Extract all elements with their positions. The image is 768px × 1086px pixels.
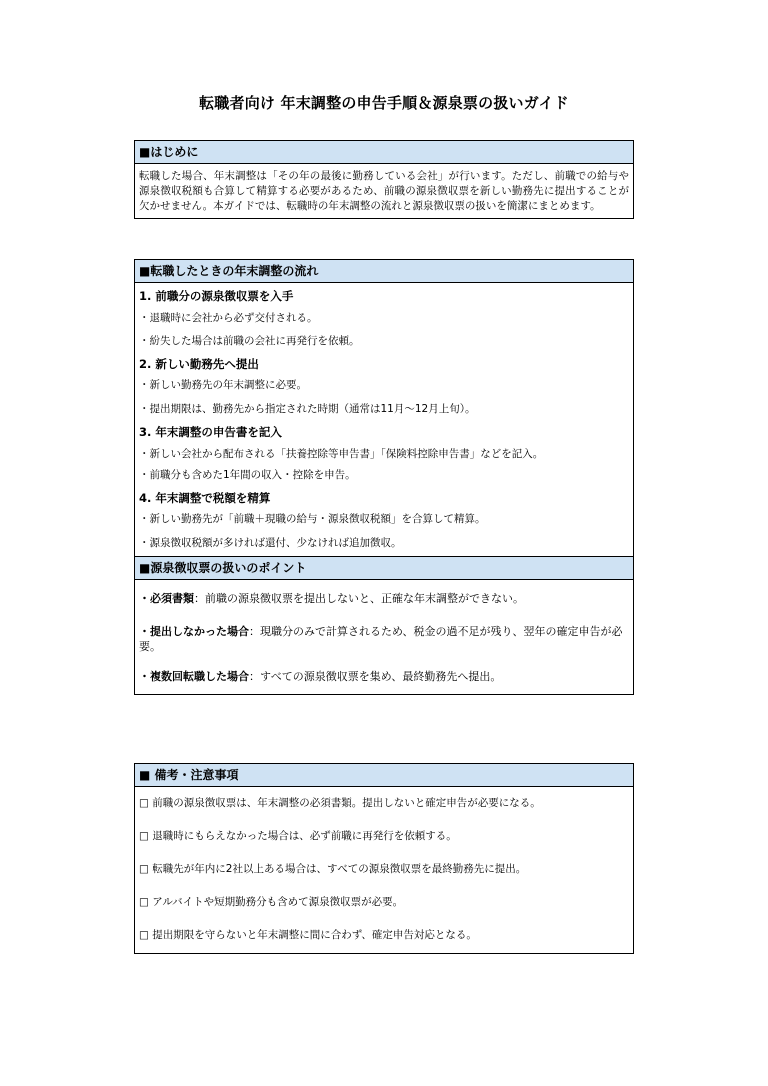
- points-heading: ■源泉徴収票の扱いのポイント: [135, 556, 633, 580]
- step-title: 1. 前職分の源泉徴収票を入手: [139, 289, 294, 303]
- point-item: [135, 624, 633, 654]
- point-text: ：前職の源泉徴収票を提出しないと、正確な年末調整ができない。: [194, 592, 524, 605]
- point-text: ：すべての源泉徴収票を集め、最終勤務先へ提出。: [249, 670, 502, 683]
- step-bullet: ・退職時に会社から必ず交付される。: [139, 312, 318, 324]
- step-bullet: ・紛失した場合は前職の会社に再発行を依頼。: [139, 335, 360, 347]
- step-bullet: ・新しい会社から配布される「扶養控除等申告書」「保険料控除申告書」などを記入。: [139, 448, 544, 460]
- point-item: [135, 669, 633, 684]
- notes-list: [135, 787, 633, 953]
- point-text: ：現職分のみで計算されるため、税金の過不足が残り、翌年の確定申告が必要。: [139, 625, 623, 653]
- flow-step: [135, 354, 633, 417]
- note-item: □ 前職の源泉徴収票は、年末調整の必須書類。提出しないと確定申告が必要になる。: [139, 797, 541, 809]
- flow-step: [135, 488, 633, 556]
- step-bullet: ・前職分も含めた1年間の収入・控除を申告。: [139, 469, 356, 481]
- point-label: ・必須書類: [139, 592, 194, 605]
- intro-text: 転職した場合、年末調整は「その年の最後に勤務している会社」が行います。ただし、前職での給与や源泉徴収税額も合算して精算する必要があるため、前職の源泉徴収票を新しい勤務先に提出することが欠かせません。本ガイドでは、転職時の年末調整の流れと源泉徴収票の扱いを簡潔にまとめます。: [139, 170, 629, 212]
- point-label: ・複数回転職した場合: [139, 670, 249, 683]
- step-title: 4. 年末調整で税額を精算: [139, 491, 271, 505]
- notes-section: [134, 763, 634, 954]
- flow-heading: ■転職したときの年末調整の流れ: [135, 260, 633, 283]
- flow-section: [134, 259, 634, 695]
- step-title: 2. 新しい勤務先へ提出: [139, 357, 259, 371]
- intro-section: [134, 140, 634, 219]
- note-item: □ アルバイトや短期勤務分も含めて源泉徴収票が必要。: [139, 896, 404, 908]
- notes-heading: ■ 備考・注意事項: [135, 764, 633, 787]
- note-item: □ 転職先が年内に2社以上ある場合は、すべての源泉徴収票を最終勤務先に提出。: [139, 863, 527, 875]
- intro-heading: ■はじめに: [135, 141, 633, 164]
- step-bullet: ・提出期限は、勤務先から指定された時期（通常は11月〜12月上旬）。: [139, 403, 476, 415]
- step-bullet: ・源泉徴収税額が多ければ還付、少なければ追加徴収。: [139, 537, 402, 549]
- note-item: □ 提出期限を守らないと年末調整に間に合わず、確定申告対応となる。: [139, 929, 477, 941]
- step-title: 3. 年末調整の申告書を記入: [139, 425, 282, 439]
- note-item: □ 退職時にもらえなかった場合は、必ず前職に再発行を依頼する。: [139, 830, 457, 842]
- flow-step: [135, 422, 633, 483]
- page-title: 転職者向け 年末調整の申告手順＆源泉票の扱いガイド: [199, 94, 569, 112]
- step-bullet: ・新しい勤務先が「前職＋現職の給与・源泉徴収税額」を合算して精算。: [139, 513, 486, 525]
- step-bullet: ・新しい勤務先の年末調整に必要。: [139, 379, 307, 391]
- flow-step: [135, 283, 633, 349]
- point-label: ・提出しなかった場合: [139, 625, 249, 638]
- points-list: [135, 580, 633, 694]
- point-item: [135, 591, 633, 606]
